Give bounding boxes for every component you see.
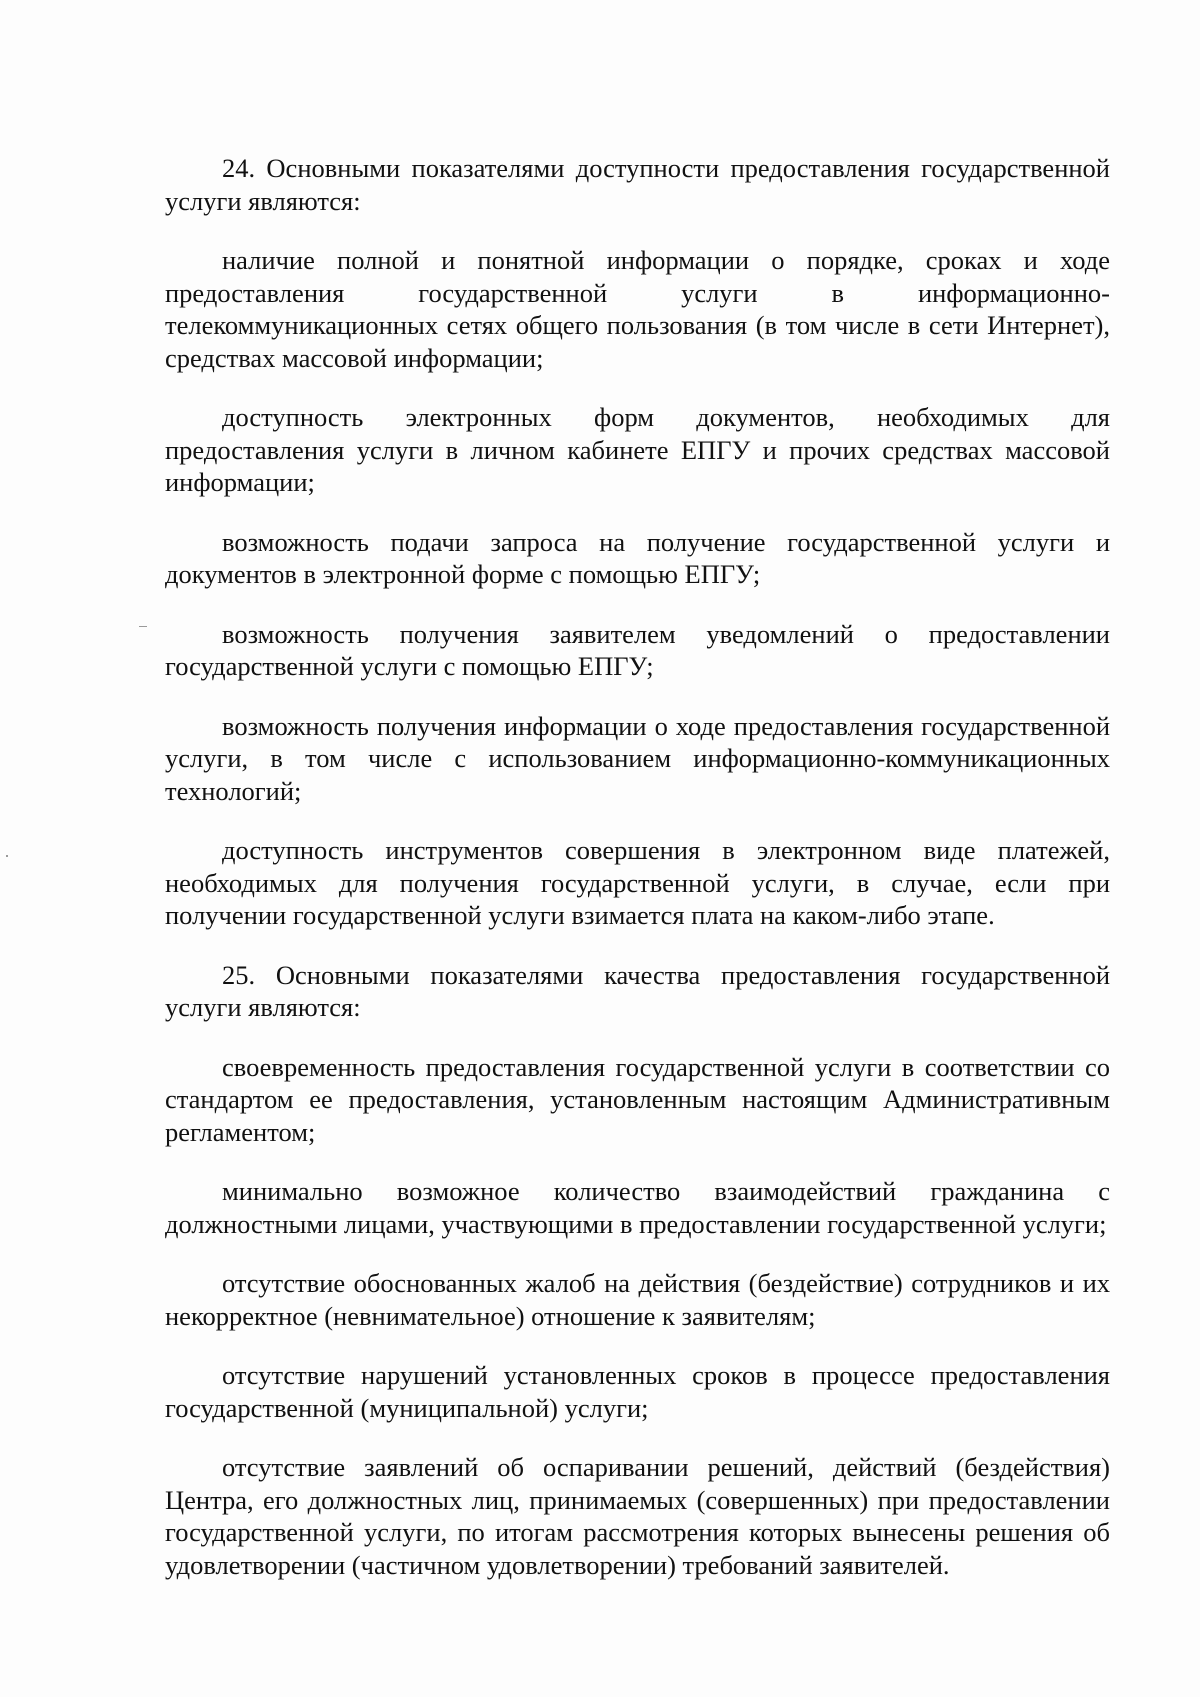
paragraph-item-24-heading: 24. Основными показателями доступности предоставления государственной услуги являются: (165, 153, 1110, 216)
paragraph-quality-no-disputes: отсутствие заявлений об оспаривании решений, действий (бездействия) Центра, его должностных лиц, принимаемых (совершенных) при предоставлении государственной услуги, по итогам рассмотрения которых вынесены решения об удовлетворении (частичном удовлетворении) требований заявителей. (165, 1452, 1110, 1580)
paragraph-quality-min-interactions: минимально возможное количество взаимодействий гражданина с должностными лицами, участвующими в предоставлении государственной услуги; (165, 1176, 1110, 1239)
paragraph-quality-no-complaints: отсутствие обоснованных жалоб на действия (бездействие) сотрудников и их некорректное (невнимательное) отношение к заявителям; (165, 1268, 1110, 1331)
paragraph-quality-no-violations: отсутствие нарушений установленных сроков в процессе предоставления государственной (муниципальной) услуги; (165, 1360, 1110, 1423)
paragraph-availability-notifications: возможность получения заявителем уведомлений о предоставлении государственной услуги с помощью ЕПГУ; (165, 618, 1110, 681)
scan-artifact-left-mid (6, 855, 8, 857)
paragraph-availability-electronic-forms: доступность электронных форм документов, необходимых для предоставления услуги в личном кабинете ЕПГУ и прочих средствах массовой информации; (165, 402, 1110, 497)
paragraph-availability-submit-request: возможность подачи запроса на получение государственной услуги и документов в электронной форме с помощью ЕПГУ; (165, 526, 1110, 589)
paragraph-item-25-heading: 25. Основными показателями качества предоставления государственной услуги являются: (165, 959, 1110, 1022)
paragraph-availability-info: наличие полной и понятной информации о порядке, сроках и ходе предоставления государственной услуги в информационно-телекоммуникационных сетях общего пользования (в том числе в сети Интернет), средствах массовой информации; (165, 245, 1110, 373)
document-body (165, 152, 1110, 1608)
paragraph-availability-progress-info: возможность получения информации о ходе предоставления государственной услуги, в том числе с использованием информационно-коммуникационных технологий; (165, 710, 1110, 806)
scan-artifact-left-top (139, 626, 147, 627)
paragraph-quality-timeliness: своевременность предоставления государственной услуги в соответствии со стандартом ее предоставления, установленным настоящим Административным регламентом; (165, 1051, 1110, 1147)
paragraph-availability-payments: доступность инструментов совершения в электронном виде платежей, необходимых для получения государственной услуги, в случае, если при получении государственной услуги взимается плата на каком-либо этапе. (165, 835, 1110, 930)
